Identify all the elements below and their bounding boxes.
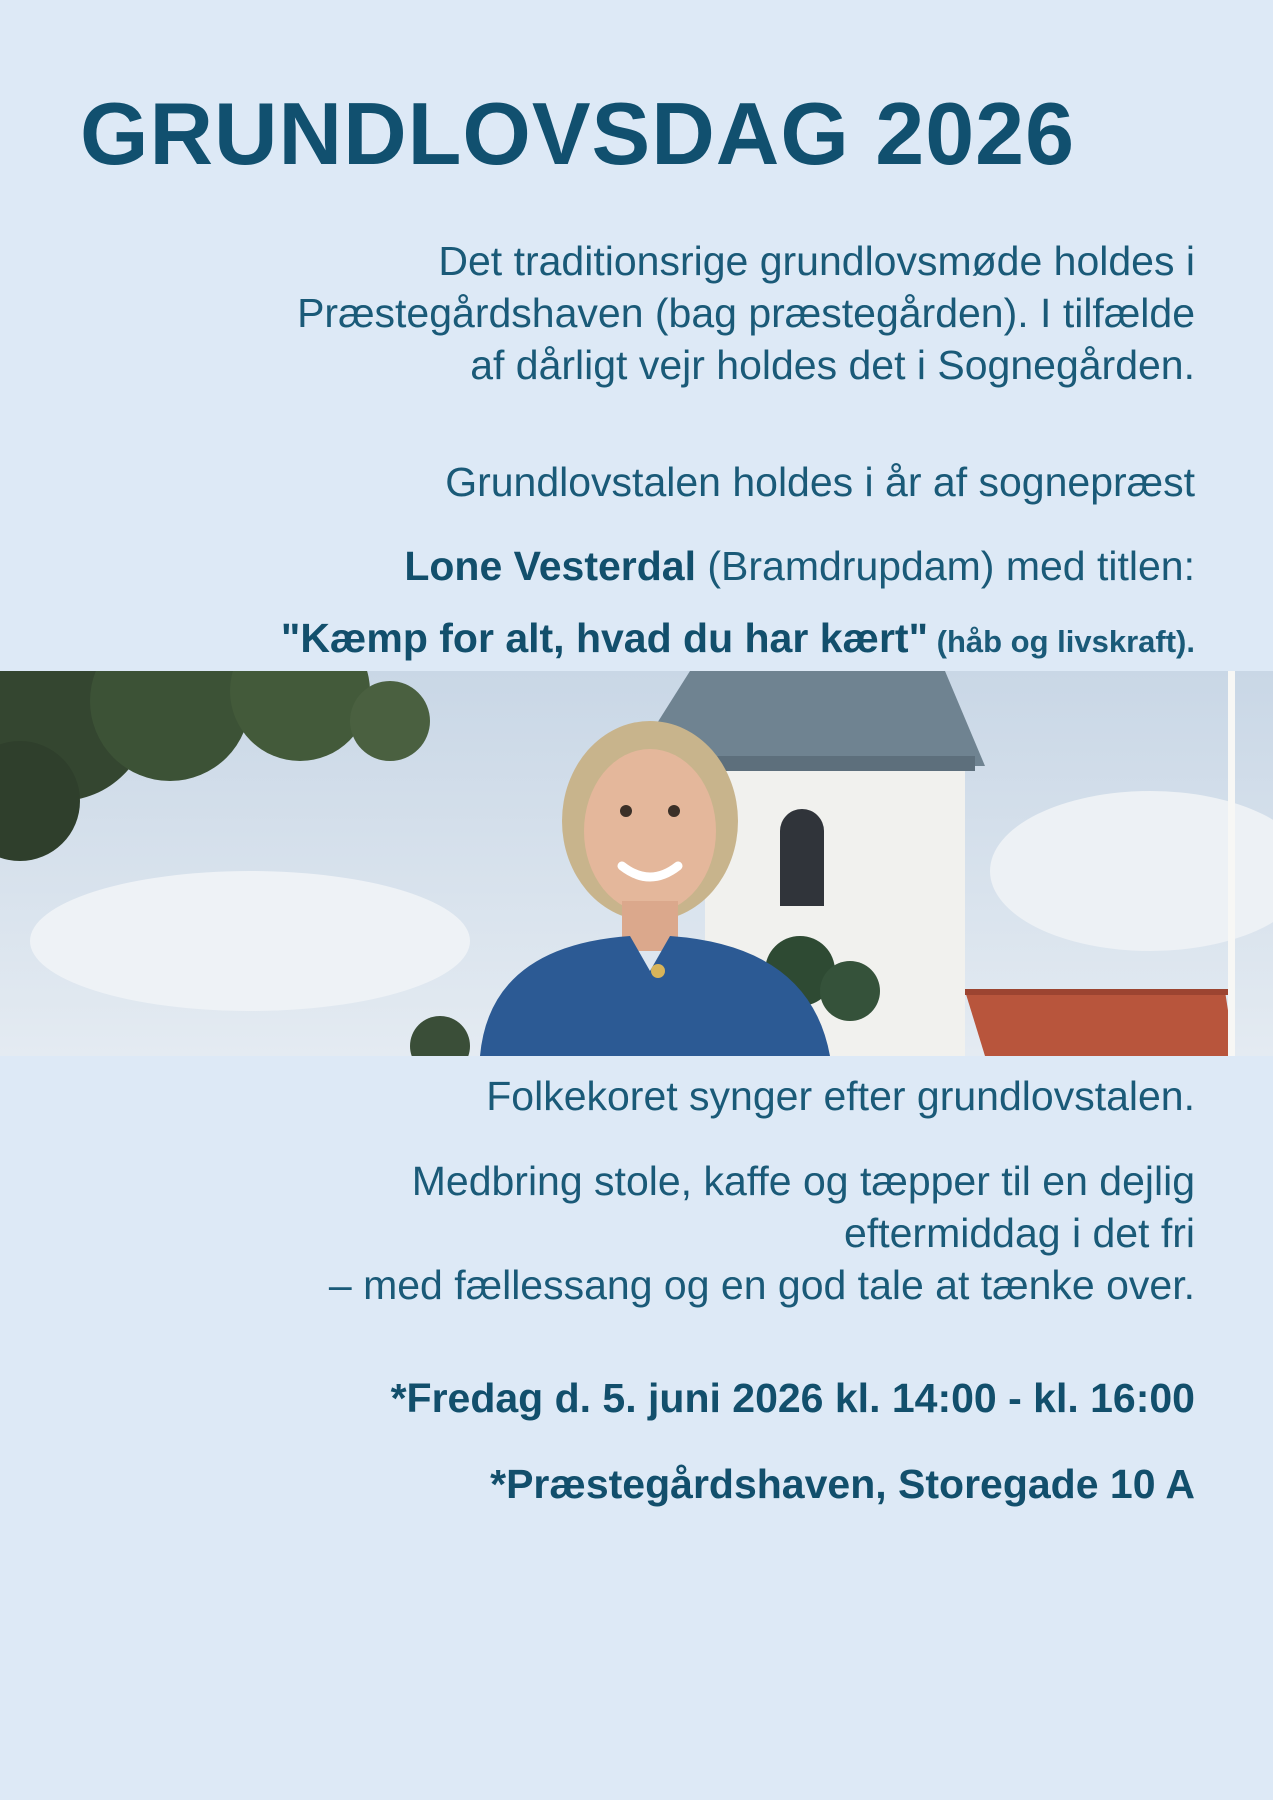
bring-line: – med fællessang og en god tale at tænke over. [328, 1262, 1195, 1308]
speaker-line [45, 540, 1195, 592]
intro-paragraph [45, 235, 1195, 391]
bring-line: Medbring stole, kaffe og tæpper til en dejlig [411, 1158, 1195, 1204]
bring-paragraph [45, 1155, 1195, 1311]
speaker-photo [0, 671, 1273, 1056]
speech-intro: Grundlovstalen holdes i år af sognepræst [445, 459, 1195, 505]
talk-title-line [15, 612, 1195, 668]
event-location: *Præstegårdshaven, Storegade 10 A [490, 1461, 1195, 1507]
bring-line: eftermiddag i det fri [844, 1210, 1195, 1256]
page-title: GRUNDLOVSDAG 2026 [80, 84, 1076, 183]
speaker-details: (Bramdrupdam) med titlen: [695, 543, 1195, 589]
talk-subtitle: (håb og livskraft). [928, 624, 1195, 659]
choir-line: Folkekoret synger efter grundlovstalen. [486, 1073, 1195, 1119]
intro-line: af dårligt vejr holdes det i Sognegården. [470, 342, 1195, 388]
intro-line: Præstegårdshaven (bag præstegården). I tilfælde [297, 290, 1195, 336]
intro-line: Det traditionsrige grundlovsmøde holdes i [438, 238, 1195, 284]
talk-title: "Kæmp for alt, hvad du har kært" [280, 615, 929, 661]
event-date: *Fredag d. 5. juni 2026 kl. 14:00 - kl. 16:00 [390, 1375, 1195, 1421]
speaker-name: Lone Vesterdal [404, 543, 696, 589]
